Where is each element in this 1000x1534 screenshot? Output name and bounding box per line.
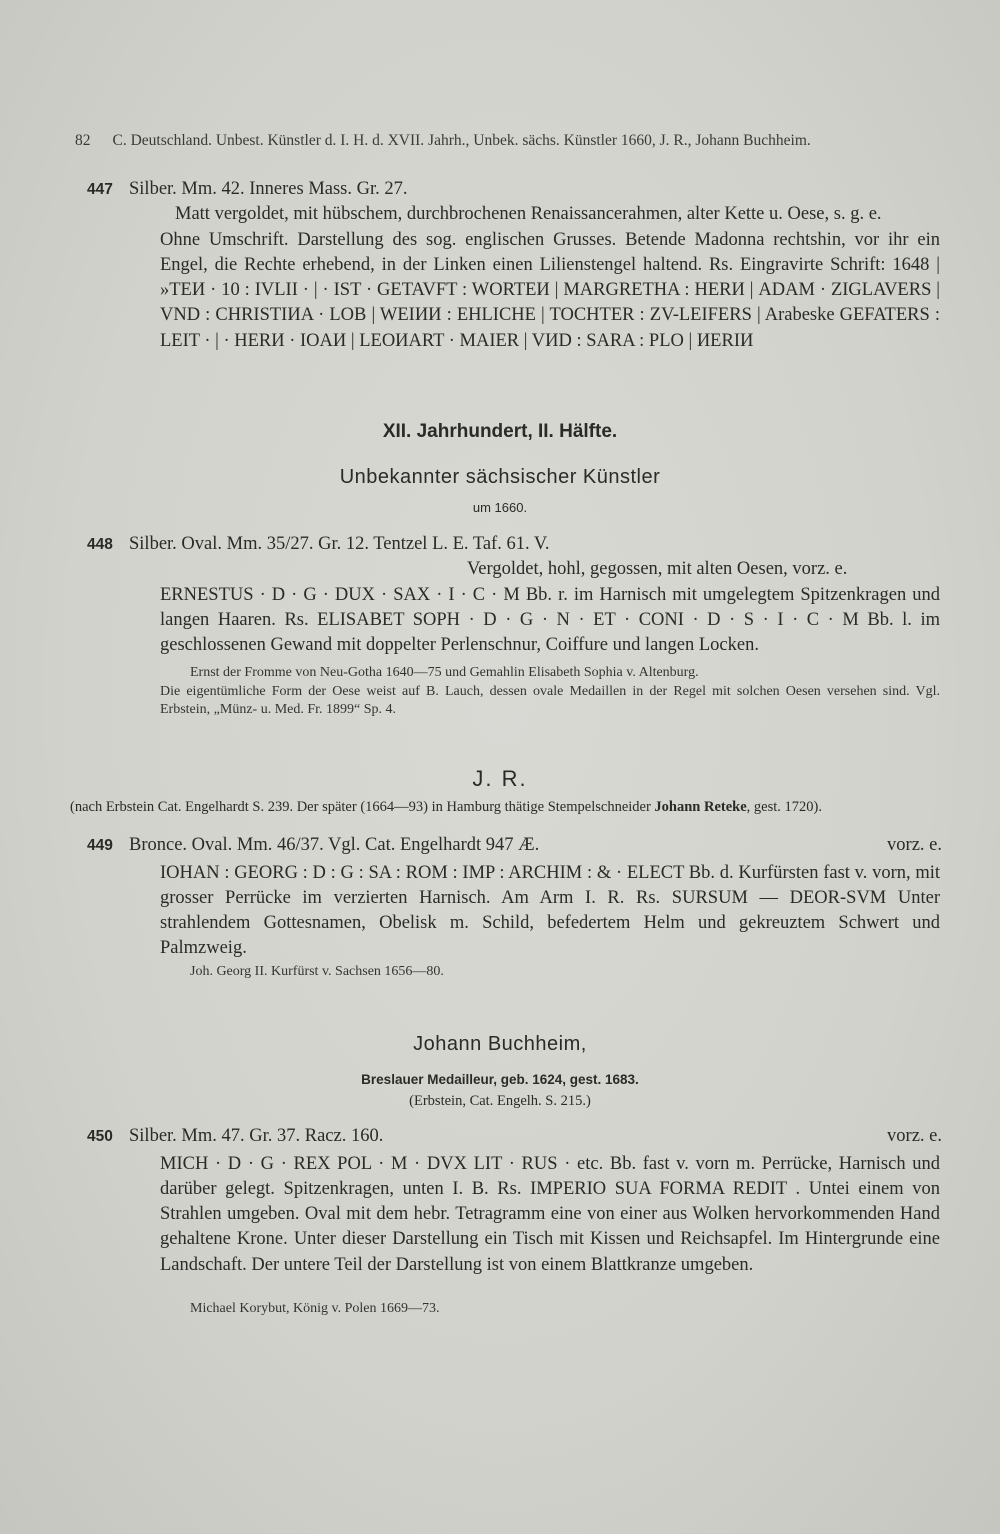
entry-description: Ohne Umschrift. Darstellung des sog. englischen Grusses. Betende Madonna rechtshin, vor ihr ein Engel, die Rechte erhebend, in der Linken einen Lilienstengel haltend. Rs. Eingravirte Schrift: 1648 | »TEИ · 10 : IVLII · | · IST · GETAVFT : WORTEИ | MARGRETHA : HERИ | ADAM · ZIGLAVERS | VND : CHRISTIИA · LOB | WEIИИ : EHLICHE | TOCHTER : ZV-LEIFERS | Arabeske GEFATERS : LEIT · | · HERИ · IOAИ | LEOИART · MAIER | VИD : SARA : PLO | ИERIИ [160, 230, 940, 351]
entry-449-description [160, 861, 940, 962]
entry-description: MICH · D · G · REX POL · M · DVX LIT · RUS · etc. Bb. fast v. vorn m. Perrücke, Harnisch und darüber gelegt. Spitzenkragen, unten I. B. Rs. IMPERIO SUA FORMA REDIT . Untei einem von Strahlen umgeben. Oval mit dem hebr. Tetragramm eine von einer aus Wolken hervorkommenden Hand gehaltene Krone. Unter dieser Darstellung ein Tisch mit Kissen und Reichsapfel. Im Hintergrunde eine Landschaft. Der untere Teil der Darstellung ist von einem Blattkranze umgeben. [160, 1154, 940, 1275]
entry-grade: vorz. e. [887, 835, 942, 855]
page-number: 82 [75, 132, 91, 149]
entry-450-description [160, 1152, 940, 1278]
entry-number: 447 [87, 181, 113, 198]
entry-450-note: Michael Korybut, König v. Polen 1669—73. [190, 1301, 440, 1316]
entry-447-description [160, 228, 940, 354]
entry-header: Bronce. Oval. Mm. 46/37. Vgl. Cat. Engelhardt 947 Æ. [129, 835, 540, 855]
artist-name: Unbekannter sächsischer Künstler [339, 466, 661, 488]
entry-description: IOHAN : GEORG : D : G : SA : ROM : IMP : ARCHIM : & · ELECT Bb. d. Kurfürsten fast v. vorn, mit grosser Perrücke im verzierten Harnisch. Am Arm I. R. Rs. SURSUM — DEOR-SVM Unter strahlendem Gottesnamen, Obelisk m. Schild, befedertem Helm und gekreuztem Schwert und Palmzweig. [160, 863, 940, 959]
entry-number: 449 [87, 837, 113, 854]
entry-header: Silber. Mm. 47. Gr. 37. Racz. 160. [129, 1126, 384, 1146]
entry-448-header [87, 532, 942, 556]
artist-reference: (Erbstein, Cat. Engelh. S. 215.) [409, 1093, 591, 1109]
entry-448-description [160, 583, 940, 658]
artist-subtitle: Breslauer Medailleur, geb. 1624, gest. 1683. [361, 1072, 639, 1087]
entry-450-header [87, 1124, 942, 1148]
entry-447-finish: Matt vergoldet, mit hübschem, durchbrochenen Renaissancerahmen, alter Kette u. Oese, s. g. e. [175, 204, 882, 224]
artist-name: Johann Buchheim, [413, 1033, 587, 1055]
entry-447-header [87, 177, 942, 201]
entry-number: 450 [87, 1128, 113, 1145]
entry-448-note-2: Die eigentümliche Form der Oese weist auf B. Lauch, dessen ovale Medaillen in der Regel mit solchen Oesen versehen sind. Vgl. Erbstein, „Münz- u. Med. Fr. 1899“ Sp. 4. [160, 684, 940, 718]
entry-number: 448 [87, 536, 113, 553]
entry-header: Silber. Oval. Mm. 35/27. Gr. 12. Tentzel L. E. Taf. 61. V. [129, 534, 550, 554]
artist-note [70, 799, 950, 816]
entry-grade: vorz. e. [887, 1126, 942, 1146]
entry-header: Silber. Mm. 42. Inneres Mass. Gr. 27. [129, 179, 408, 199]
entry-449-note: Joh. Georg II. Kurfürst v. Sachsen 1656—80. [190, 964, 444, 979]
entry-449-header [87, 833, 942, 857]
artist-name: J. R. [472, 766, 528, 791]
artist-note-tail: , gest. 1720). [746, 799, 822, 815]
artist-date: um 1660. [472, 500, 528, 515]
entry-description: ERNESTUS · D · G · DUX · SAX · I · C · M Bb. r. im Harnisch mit umgelegtem Spitzenkragen und langen Haaren. Rs. ELISABET SOPH · D · G · N · ET · CONI · D · S · I · C · M Bb. l. im geschlossenen Gewand mit doppelter Perlenschnur, Coiffure und langen Locken. [160, 585, 940, 656]
running-head-text: C. Deutschland. Unbest. Künstler d. I. H. d. XVII. Jahrh., Unbek. sächs. Künstler 1660, J. R., Johann Buchheim. [112, 132, 811, 149]
entry-448-note-1: Ernst der Fromme von Neu-Gotha 1640—75 und Gemahlin Elisabeth Sophia v. Altenburg. [190, 665, 699, 680]
artist-note-text: (nach Erbstein Cat. Engelhardt S. 239. Der später (1664—93) in Hamburg thätige Stempelschneider [70, 799, 655, 815]
running-head [75, 132, 811, 150]
section-heading: XII. Jahrhundert, II. Hälfte. [382, 421, 618, 442]
entry-448-finish: Vergoldet, hohl, gegossen, mit alten Oesen, vorz. e. [467, 559, 848, 579]
artist-note-name: Johann Reteke [654, 799, 747, 815]
